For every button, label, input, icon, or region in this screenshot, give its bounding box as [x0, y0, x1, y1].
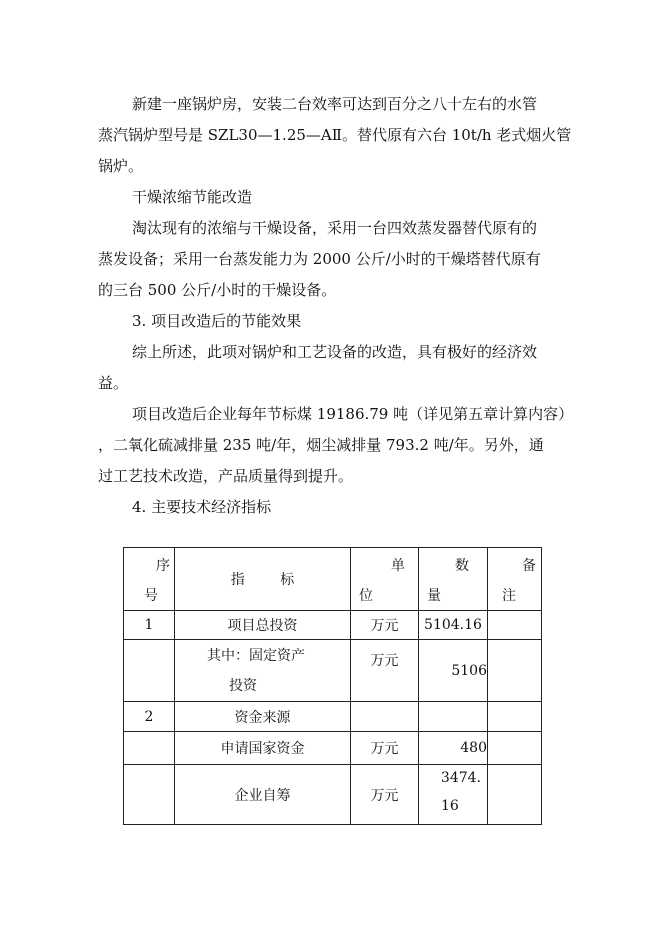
header-note: [488, 548, 542, 611]
row-note: [488, 765, 542, 825]
header-seq-top: 序: [156, 557, 170, 574]
header-unit-top: 单: [391, 557, 405, 574]
section-heading: 4. 主要技术经济指标: [132, 498, 272, 516]
row-unit: 万元: [351, 765, 419, 825]
row-qty: [419, 702, 488, 732]
row-unit: 万元: [351, 732, 419, 765]
table-row: [124, 702, 542, 732]
header-note-bottom: 注: [502, 587, 516, 604]
text-line: 淘汰现有的浓缩与干燥设备，采用一台四效蒸发器替代原有的: [132, 219, 538, 237]
text-line: 综上所述，此项对锅炉和工艺设备的改造，具有极好的经济效: [132, 343, 538, 361]
row-note: [488, 702, 542, 732]
header-qty: [419, 548, 488, 611]
row-qty: 5106: [419, 640, 488, 702]
row-unit: 万元: [351, 611, 419, 640]
header-unit: [351, 548, 419, 611]
text-line: 的三台 500 公斤/小时的干燥设备。: [98, 281, 337, 299]
row-unit: [351, 702, 419, 732]
text-line: 益。: [98, 374, 129, 392]
row-indicator: 企业自筹: [175, 765, 351, 825]
row-seq: 2: [124, 702, 175, 732]
text-line: 蒸汽锅炉型号是 SZL30—1.25—AⅡ。替代原有六台 10t/h 老式烟火管: [98, 126, 572, 144]
table-header-row: [124, 548, 542, 611]
text-line: 蒸发设备；采用一台蒸发能力为 2000 公斤/小时的干燥塔替代原有: [98, 250, 541, 268]
table-row: [124, 640, 542, 702]
text-line: 项目改造后企业每年节标煤 19186.79 吨（详见第五章计算内容）: [132, 405, 574, 423]
row-qty-line1: 3474.: [440, 769, 481, 786]
header-unit-bottom: 位: [359, 587, 373, 604]
table-row: [124, 611, 542, 640]
indicator-table: [123, 547, 542, 825]
row-indicator-line1: 其中：固定资产: [207, 647, 305, 664]
row-qty: 5104.16: [419, 611, 488, 640]
row-indicator: 资金来源: [175, 702, 351, 732]
section-heading: 干燥浓缩节能改造: [132, 188, 253, 206]
row-seq: [124, 732, 175, 765]
row-seq: [124, 765, 175, 825]
text-line: 新建一座锅炉房，安装二台效率可达到百分之八十左右的水管: [132, 95, 538, 113]
header-indicator: 指 标: [175, 548, 351, 611]
row-unit: 万元: [351, 640, 419, 702]
section-heading: 3. 项目改造后的节能效果: [132, 312, 302, 330]
header-qty-bottom: 量: [427, 587, 441, 604]
header-seq: [124, 548, 175, 611]
row-qty: [419, 765, 488, 825]
row-indicator: 项目总投资: [175, 611, 351, 640]
row-qty-line2: 16: [441, 797, 459, 814]
table-row: [124, 732, 542, 765]
text-line: 过工艺技术改造，产品质量得到提升。: [98, 467, 354, 485]
row-note: [488, 732, 542, 765]
header-qty-top: 数: [455, 557, 469, 574]
row-indicator-line2: 投资: [229, 677, 257, 694]
row-seq: [124, 640, 175, 702]
row-note: [488, 611, 542, 640]
table-row: [124, 765, 542, 825]
text-line: 锅炉。: [98, 157, 144, 175]
row-seq: 1: [124, 611, 175, 640]
text-line: ，二氧化硫减排量 235 吨/年，烟尘减排量 793.2 吨/年。另外，通: [98, 436, 544, 454]
row-qty: 480: [419, 732, 488, 765]
row-indicator: [175, 640, 351, 702]
row-indicator: 申请国家资金: [175, 732, 351, 765]
header-seq-bottom: 号: [144, 587, 158, 604]
row-note: [488, 640, 542, 702]
header-note-top: 备: [522, 557, 536, 574]
